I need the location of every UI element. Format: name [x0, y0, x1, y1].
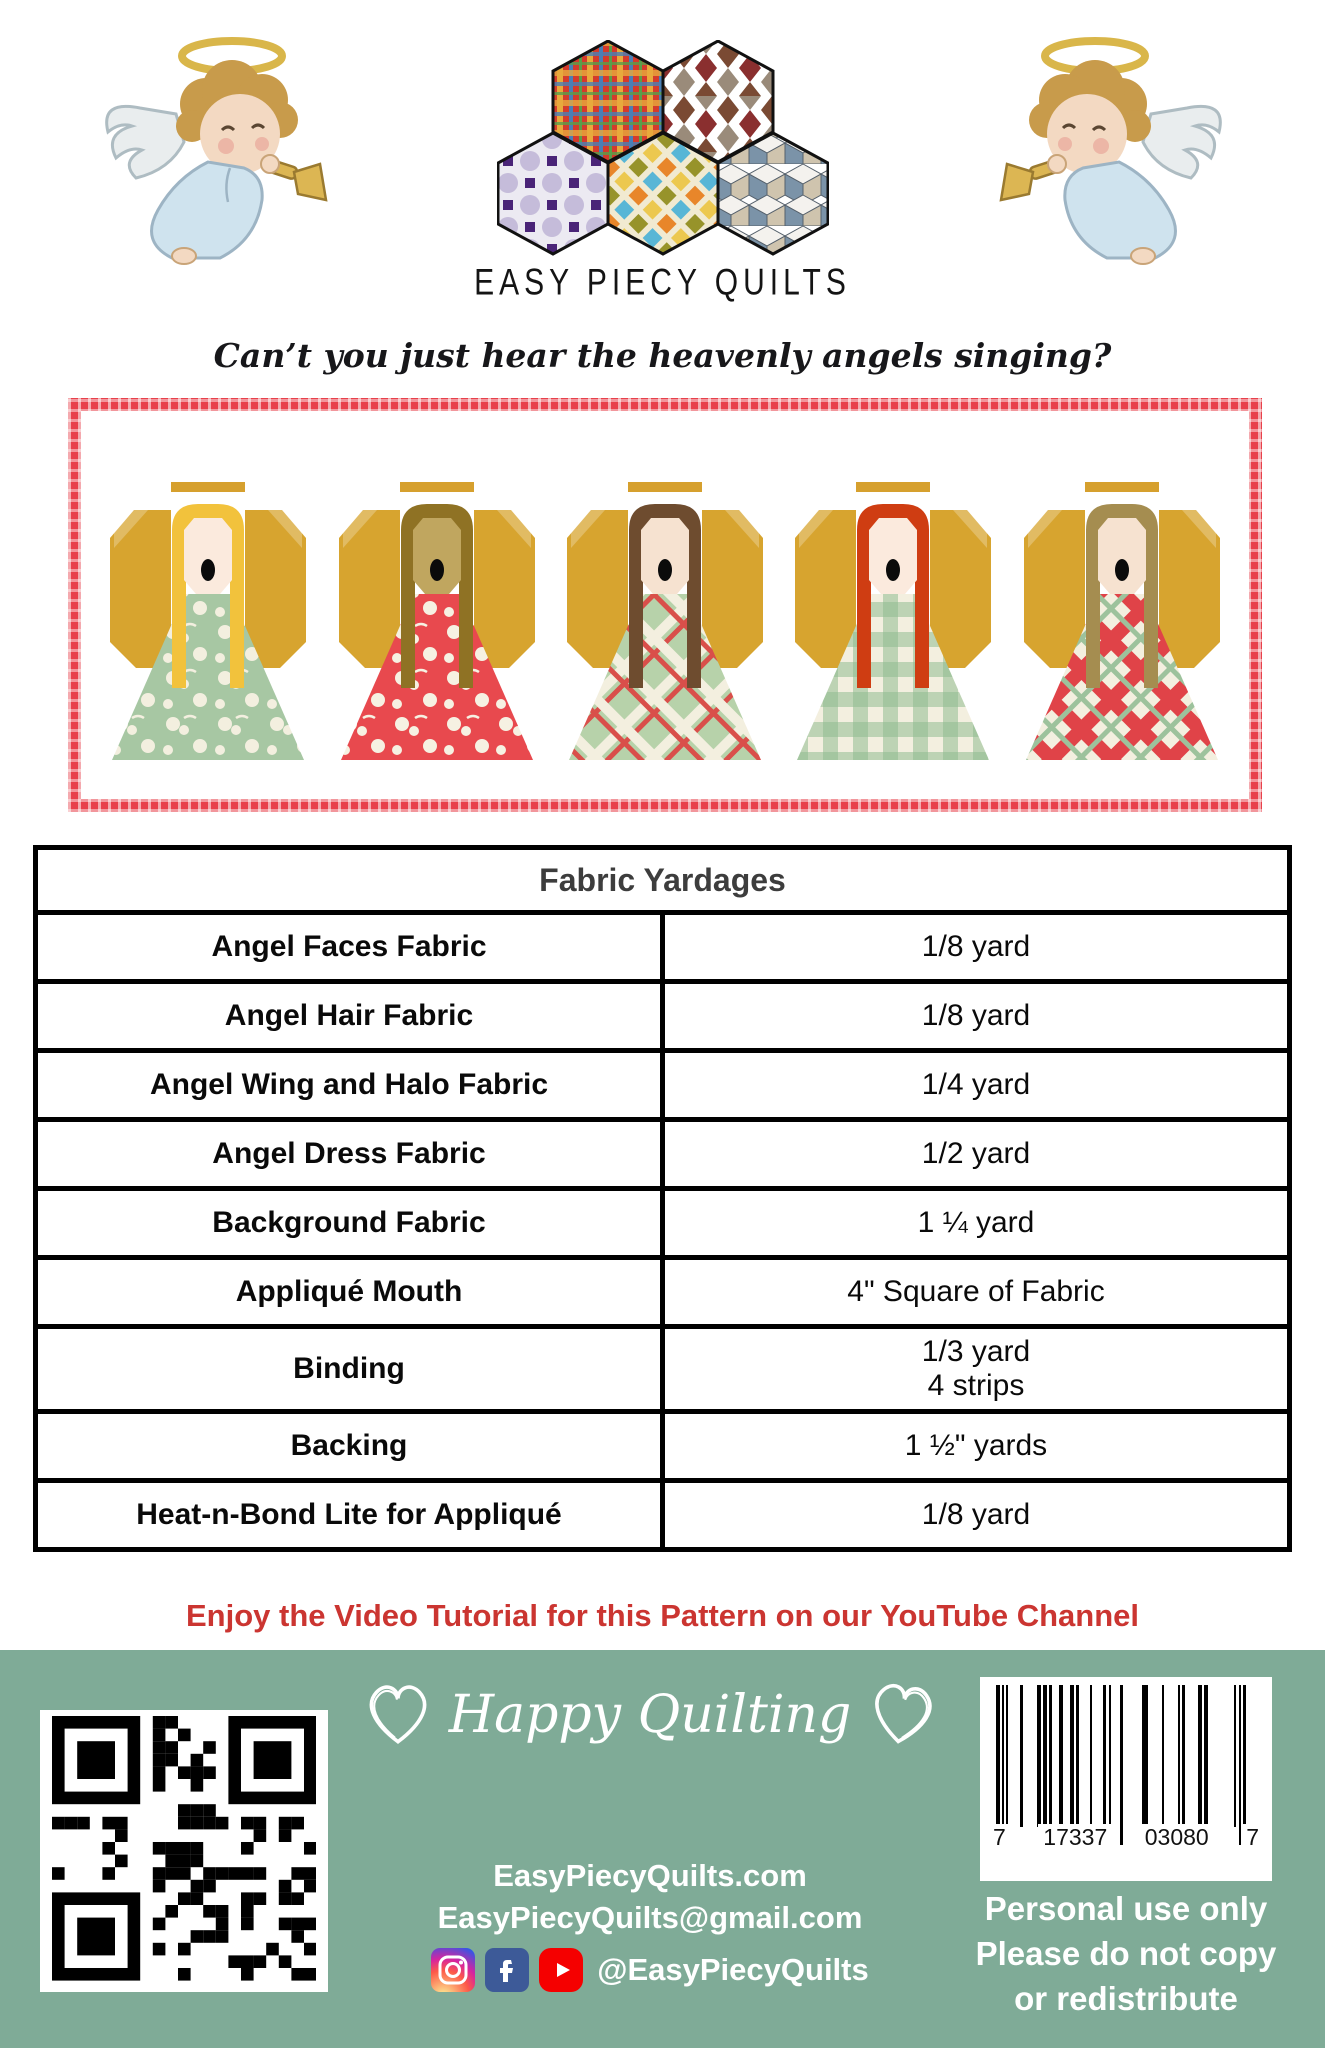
qr-code — [40, 1710, 328, 1992]
table-row: Appliqué Mouth 4" Square of Fabric — [36, 1258, 1290, 1327]
tagline: Can’t you just hear the heavenly angels singing? — [213, 336, 1112, 375]
table-row: Backing 1 ½" yards — [36, 1412, 1290, 1481]
hexagon-logo-graphic — [497, 40, 829, 256]
table-row: Heat-n-Bond Lite for Appliqué 1/8 yard — [36, 1481, 1290, 1550]
footer — [0, 1650, 1325, 2048]
binding-amount-line2: 4 strips — [927, 1369, 1025, 1402]
quilt-angel-block — [1021, 482, 1223, 766]
social-handle: @EasyPiecyQuilts — [597, 1952, 869, 1987]
table-row: Angel Faces Fabric 1/8 yard — [36, 913, 1290, 982]
binding-amount-line1: 1/3 yard — [921, 1335, 1031, 1368]
heart-icon — [361, 1678, 435, 1752]
upc-barcode — [980, 1677, 1272, 1881]
email-address: EasyPiecyQuilts@gmail.com — [437, 1900, 863, 1935]
heart-icon — [860, 1673, 944, 1757]
website-url: EasyPiecyQuilts.com — [493, 1858, 807, 1893]
usage-notice: Personal use only Please do not copy or redistribute — [975, 1890, 1277, 2017]
quilt-angel-block — [336, 482, 538, 766]
table-row: Angel Hair Fabric 1/8 yard — [36, 982, 1290, 1051]
barcode-digits: 7 17337 03080 7 — [986, 1824, 1266, 1851]
brand-name: EASY PIECY QUILTS — [474, 262, 851, 304]
table-title: Fabric Yardages — [36, 848, 1290, 913]
youtube-note: Enjoy the Video Tutorial for this Pattern on our YouTube Channel — [185, 1598, 1139, 1633]
table-row: Binding 1/3 yard 4 strips — [36, 1327, 1290, 1412]
contact-block — [300, 1855, 1000, 1939]
quilt-angel-block — [564, 482, 766, 766]
social-row — [300, 1948, 1000, 1992]
quilt-photo — [81, 411, 1249, 799]
quilt-photo-frame — [68, 398, 1262, 812]
table-row: Angel Dress Fabric 1/2 yard — [36, 1120, 1290, 1189]
youtube-icon — [539, 1948, 583, 1992]
table-row: Angel Wing and Halo Fabric 1/4 yard — [36, 1051, 1290, 1120]
facebook-icon — [485, 1948, 529, 1992]
qr-modules — [52, 1716, 317, 1981]
quilt-angel-block — [792, 482, 994, 766]
happy-quilting-text: Happy Quilting — [448, 1685, 852, 1745]
fabric-yardages-table — [33, 845, 1292, 1552]
instagram-icon — [431, 1948, 475, 1992]
table-row: Background Fabric 1 ¼ yard — [36, 1189, 1290, 1258]
brand-logo — [0, 40, 1325, 304]
quilt-angel-block — [107, 482, 309, 766]
happy-quilting-banner — [330, 1678, 970, 1752]
